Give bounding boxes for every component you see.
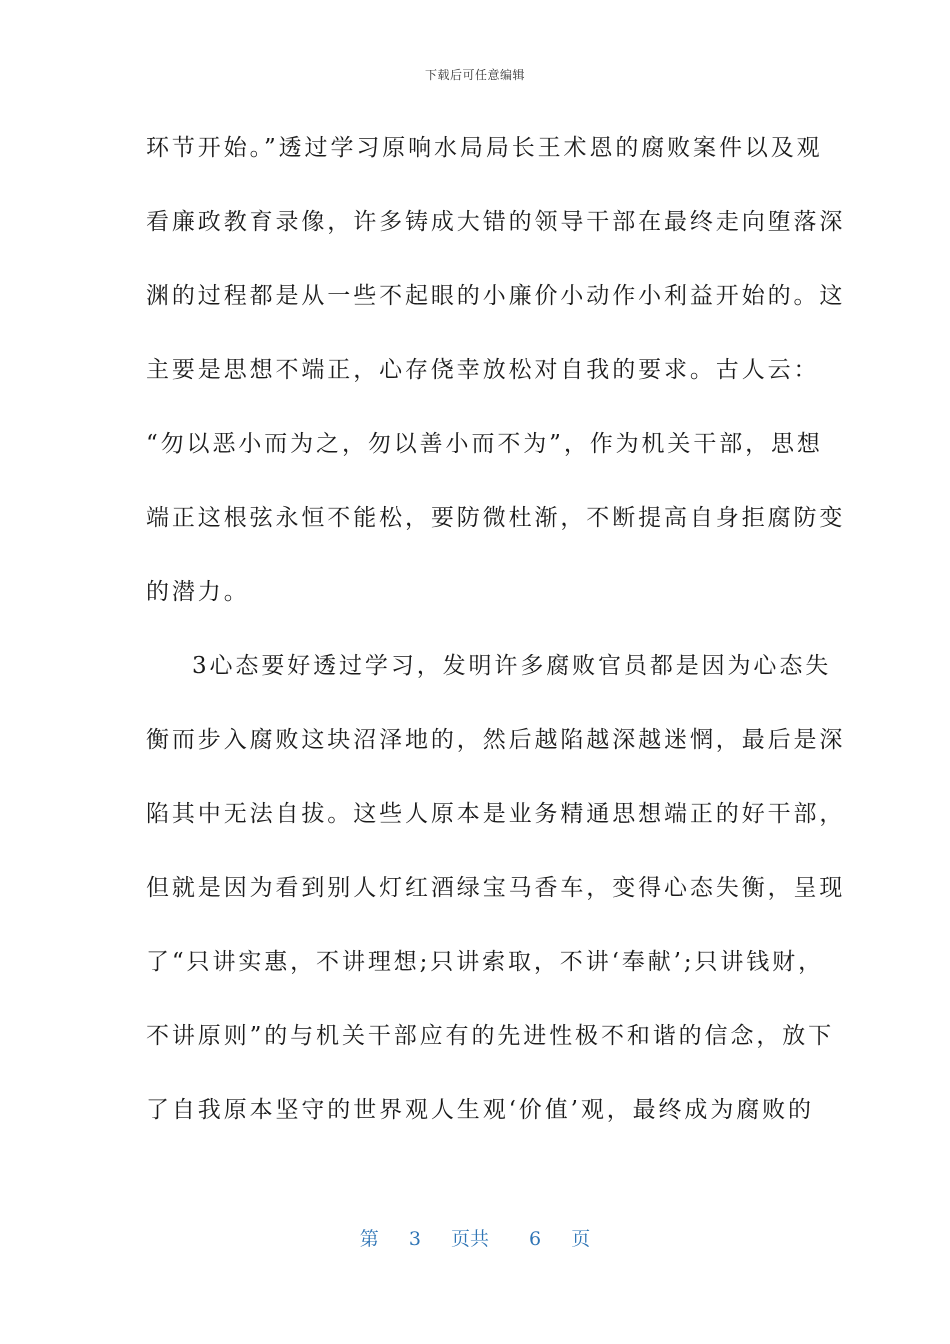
- body-text: [146, 124, 846, 1160]
- text-line: 不讲原则”的与机关干部应有的先进性极不和谐的信念，放下: [146, 1023, 835, 1049]
- page-header: 下载后可任意编辑: [424, 68, 525, 82]
- text-line: 陷其中无法自拔。这些人原本是业务精通思想端正的好干部，: [146, 801, 846, 827]
- text-line: 看廉政教育录像，许多铸成大错的领导干部在最终走向堕落深: [146, 209, 846, 235]
- page-footer: [0, 1224, 950, 1251]
- footer-middle: 页共: [450, 1228, 489, 1250]
- text-line: 但就是因为看到别人灯红酒绿宝马香车，变得心态失衡，呈现: [146, 875, 846, 901]
- text-line: 了“只讲实惠，不讲理想;只讲索取，不讲‘奉献’;只讲钱财，: [146, 949, 824, 975]
- current-page-number: 3: [408, 1228, 421, 1250]
- footer-prefix: 第: [359, 1228, 379, 1250]
- text-line: “勿以恶小而为之，勿以善小而不为”，作为机关干部，思想: [146, 431, 823, 457]
- text-line: 环节开始。”透过学习原响水局局长王术恩的腐败案件以及观: [146, 135, 823, 161]
- total-pages-number: 6: [529, 1228, 542, 1250]
- text-line: 渊的过程都是从一些不起眼的小廉价小动作小利益开始的。这: [146, 283, 846, 309]
- text-line: 的潜力。: [146, 579, 250, 605]
- text-line: 衡而步入腐败这块沼泽地的，然后越陷越深越迷惘，最后是深: [146, 727, 846, 753]
- text-line: 了自我原本坚守的世界观人生观‘价值’观，最终成为腐败的: [146, 1097, 814, 1123]
- paragraph-start-line: 3心态要好透过学习，发明许多腐败官员都是因为心态失: [192, 653, 832, 679]
- footer-suffix: 页: [571, 1228, 591, 1250]
- text-line: 主要是思想不端正，心存侥幸放松对自我的要求。古人云：: [146, 357, 820, 383]
- text-line: 端正这根弦永恒不能松，要防微杜渐，不断提高自身拒腐防变: [146, 505, 846, 531]
